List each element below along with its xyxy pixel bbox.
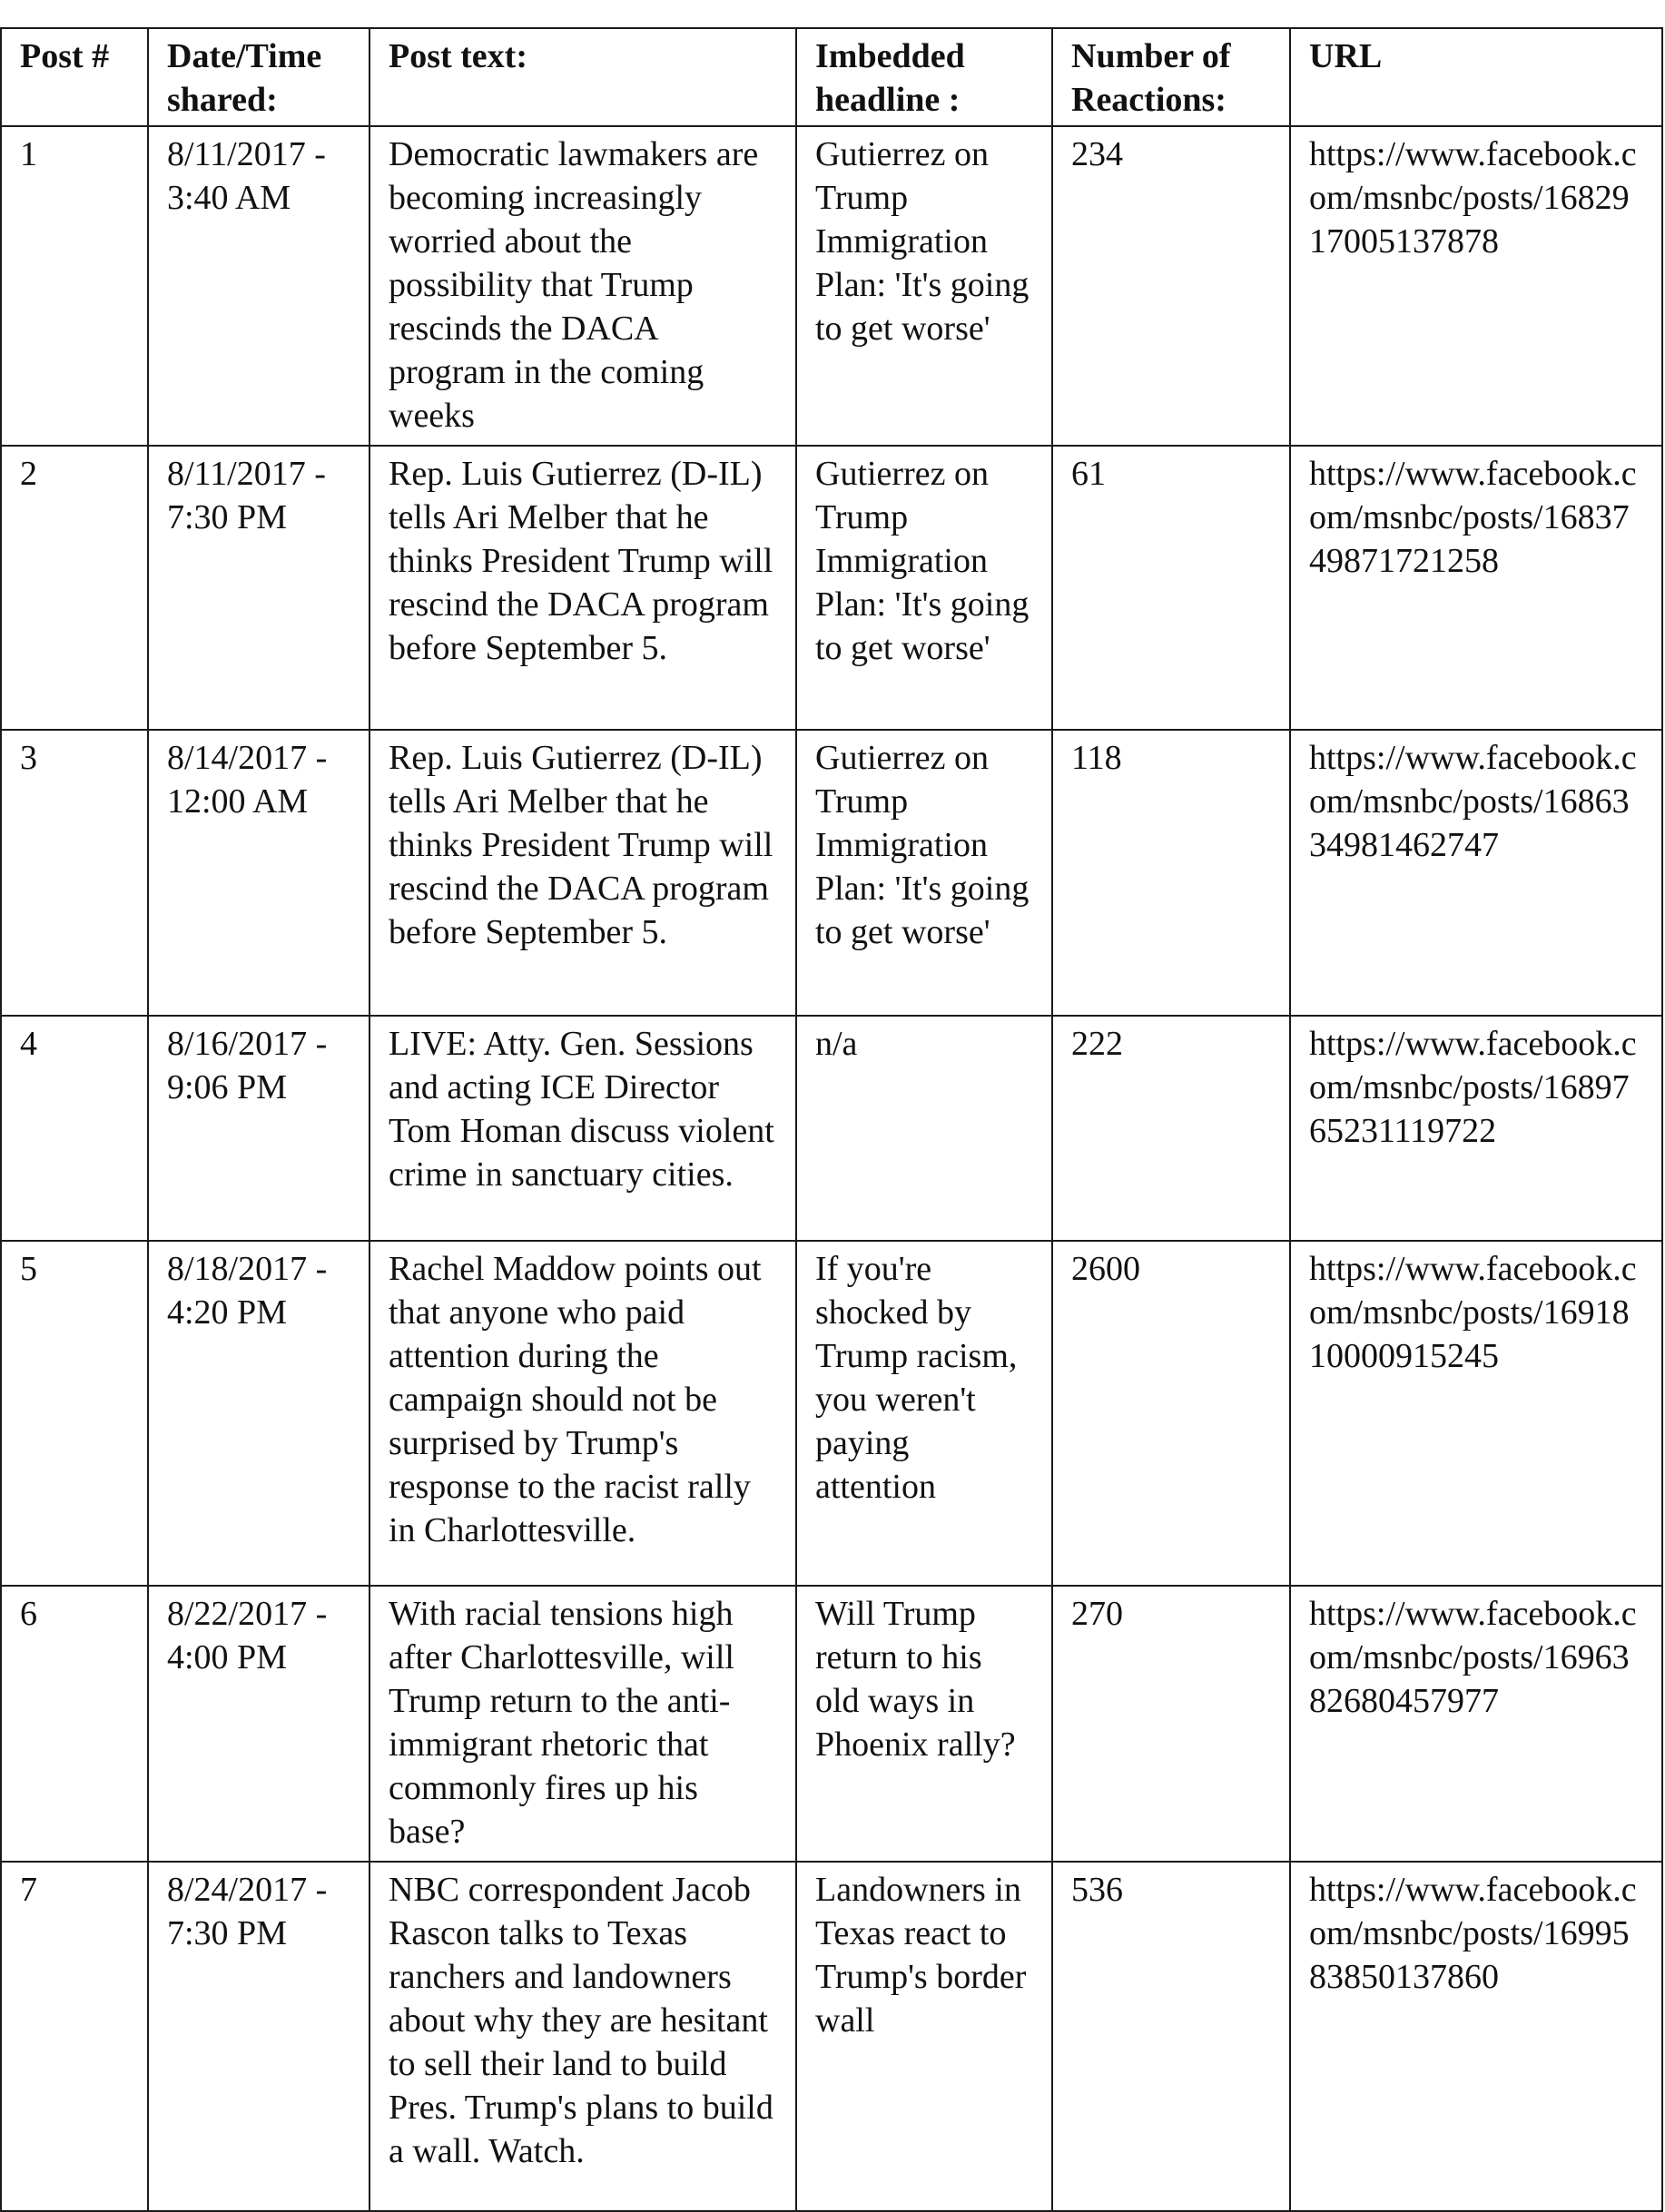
table-row bbox=[1, 1241, 1662, 1586]
date-time-cell: 8/14/2017 - 12:00 AM bbox=[148, 730, 369, 1016]
date-time-cell: 8/24/2017 - 7:30 PM bbox=[148, 1862, 369, 2211]
header-date-time: Date/Time shared: bbox=[148, 28, 369, 126]
reactions-cell: 118 bbox=[1052, 730, 1290, 1016]
post-text-cell: With racial tensions high after Charlottesville, will Trump return to the anti-immigrant rhetoric that commonly fires up his base? bbox=[369, 1586, 796, 1862]
headline-cell: Gutierrez on Trump Immigration Plan: 'It's going to get worse' bbox=[796, 126, 1052, 446]
url-cell: https://www.facebook.com/msnbc/posts/1696382680457977 bbox=[1290, 1586, 1662, 1862]
url-cell: https://www.facebook.com/msnbc/posts/1686334981462747 bbox=[1290, 730, 1662, 1016]
date-time-cell: 8/11/2017 - 3:40 AM bbox=[148, 126, 369, 446]
header-url: URL bbox=[1290, 28, 1662, 126]
url-cell: https://www.facebook.com/msnbc/posts/1699583850137860 bbox=[1290, 1862, 1662, 2211]
post-text-cell: Rep. Luis Gutierrez (D-IL) tells Ari Melber that he thinks President Trump will rescind the DACA program before September 5. bbox=[369, 730, 796, 1016]
date-time-cell: 8/18/2017 - 4:20 PM bbox=[148, 1241, 369, 1586]
date-time-cell: 8/16/2017 - 9:06 PM bbox=[148, 1016, 369, 1241]
date-time-cell: 8/22/2017 - 4:00 PM bbox=[148, 1586, 369, 1862]
post-text-cell: Rachel Maddow points out that anyone who paid attention during the campaign should not be surprised by Trump's response to the racist rally in Charlottesville. bbox=[369, 1241, 796, 1586]
table-row bbox=[1, 126, 1662, 446]
post-number-cell: 3 bbox=[1, 730, 148, 1016]
post-text-cell: Rep. Luis Gutierrez (D-IL) tells Ari Melber that he thinks President Trump will rescind the DACA program before September 5. bbox=[369, 446, 796, 730]
reactions-cell: 2600 bbox=[1052, 1241, 1290, 1586]
post-text-cell: LIVE: Atty. Gen. Sessions and acting ICE Director Tom Homan discuss violent crime in sanctuary cities. bbox=[369, 1016, 796, 1241]
post-number-cell: 7 bbox=[1, 1862, 148, 2211]
post-text-cell: Democratic lawmakers are becoming increasingly worried about the possibility that Trump rescinds the DACA program in the coming weeks bbox=[369, 126, 796, 446]
headline-cell: Gutierrez on Trump Immigration Plan: 'It's going to get worse' bbox=[796, 446, 1052, 730]
url-cell: https://www.facebook.com/msnbc/posts/1689765231119722 bbox=[1290, 1016, 1662, 1241]
table-row bbox=[1, 1586, 1662, 1862]
reactions-cell: 536 bbox=[1052, 1862, 1290, 2211]
headline-cell: n/a bbox=[796, 1016, 1052, 1241]
reactions-cell: 270 bbox=[1052, 1586, 1290, 1862]
table-row bbox=[1, 1016, 1662, 1241]
header-row bbox=[1, 28, 1662, 126]
date-time-cell: 8/11/2017 - 7:30 PM bbox=[148, 446, 369, 730]
post-number-cell: 2 bbox=[1, 446, 148, 730]
headline-cell: Landowners in Texas react to Trump's border wall bbox=[796, 1862, 1052, 2211]
post-number-cell: 4 bbox=[1, 1016, 148, 1241]
post-number-cell: 1 bbox=[1, 126, 148, 446]
url-cell: https://www.facebook.com/msnbc/posts/1683749871721258 bbox=[1290, 446, 1662, 730]
posts-table bbox=[0, 27, 1663, 2212]
url-cell: https://www.facebook.com/msnbc/posts/1682917005137878 bbox=[1290, 126, 1662, 446]
header-headline: Imbedded headline : bbox=[796, 28, 1052, 126]
reactions-cell: 234 bbox=[1052, 126, 1290, 446]
headline-cell: If you're shocked by Trump racism, you weren't paying attention bbox=[796, 1241, 1052, 1586]
table-row bbox=[1, 730, 1662, 1016]
headline-cell: Gutierrez on Trump Immigration Plan: 'It's going to get worse' bbox=[796, 730, 1052, 1016]
url-cell: https://www.facebook.com/msnbc/posts/1691810000915245 bbox=[1290, 1241, 1662, 1586]
headline-cell: Will Trump return to his old ways in Phoenix rally? bbox=[796, 1586, 1052, 1862]
post-number-cell: 5 bbox=[1, 1241, 148, 1586]
header-post-text: Post text: bbox=[369, 28, 796, 126]
header-post-number: Post # bbox=[1, 28, 148, 126]
reactions-cell: 61 bbox=[1052, 446, 1290, 730]
table-row bbox=[1, 1862, 1662, 2211]
post-text-cell: NBC correspondent Jacob Rascon talks to Texas ranchers and landowners about why they are hesitant to sell their land to build Pres. Trump's plans to build a wall. Watch. bbox=[369, 1862, 796, 2211]
header-reactions: Number of Reactions: bbox=[1052, 28, 1290, 126]
post-number-cell: 6 bbox=[1, 1586, 148, 1862]
table-row bbox=[1, 446, 1662, 730]
reactions-cell: 222 bbox=[1052, 1016, 1290, 1241]
